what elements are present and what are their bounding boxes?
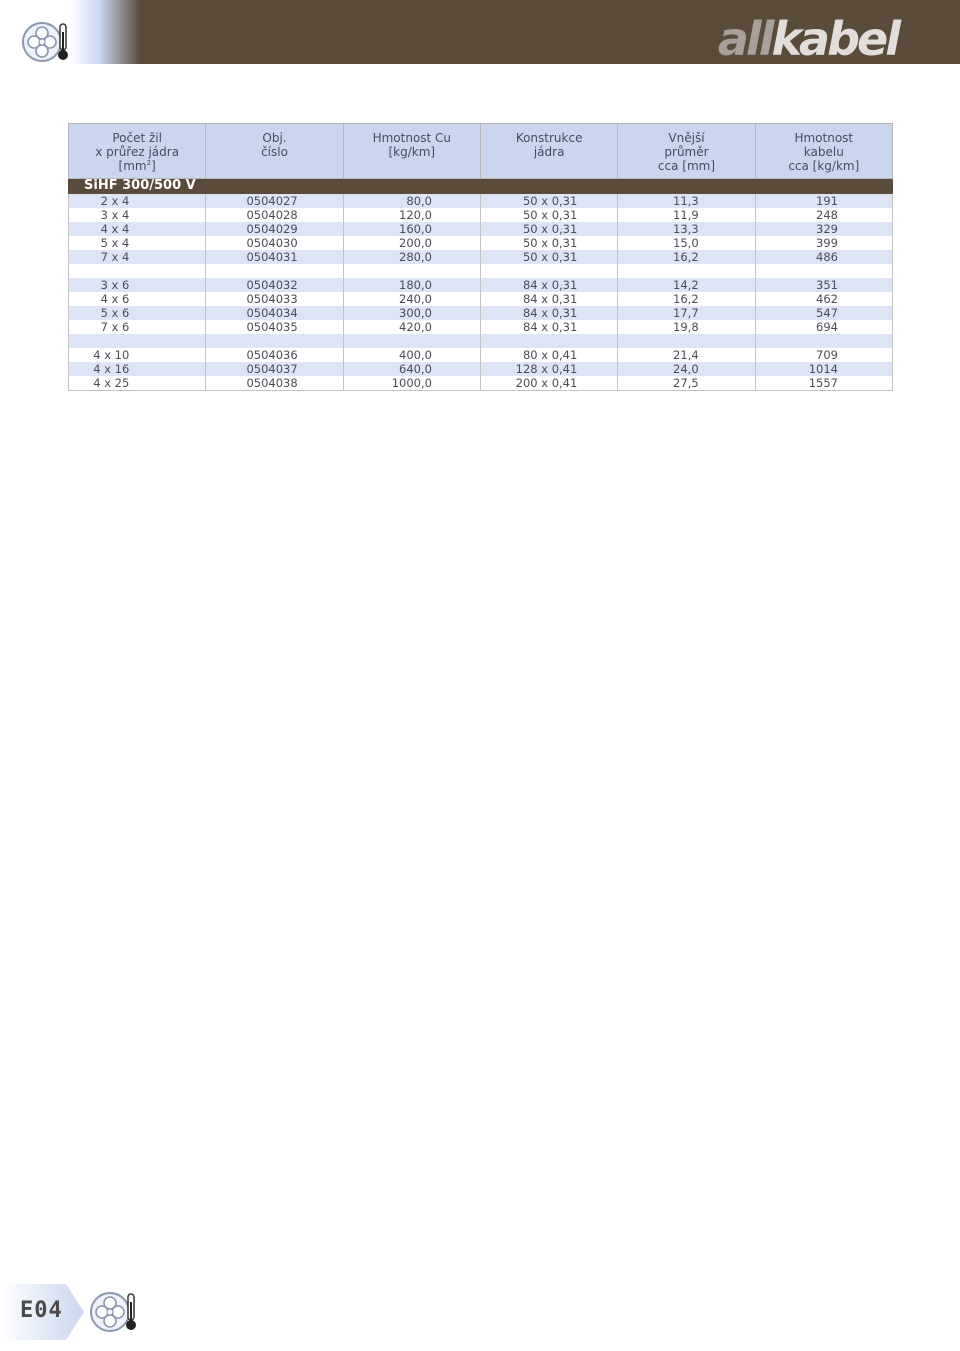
cell-cable-weight: 329 bbox=[755, 222, 892, 236]
cell-conductors: 4 x 10 bbox=[69, 348, 206, 362]
header-line: cca [mm] bbox=[657, 159, 716, 173]
table-row bbox=[69, 278, 893, 292]
cell-cable-weight: 1557 bbox=[755, 376, 892, 391]
spacer-cell bbox=[480, 264, 617, 278]
cell-copper-weight: 200,0 bbox=[343, 236, 480, 250]
cell-outer-diameter: 11,3 bbox=[618, 194, 755, 209]
cell-conductors: 3 x 4 bbox=[69, 208, 206, 222]
cell-copper-weight: 1000,0 bbox=[343, 376, 480, 391]
column-header-order-number bbox=[206, 124, 343, 179]
cell-copper-weight: 160,0 bbox=[343, 222, 480, 236]
cell-outer-diameter: 16,2 bbox=[618, 292, 755, 306]
header-line: kabelu bbox=[803, 145, 844, 159]
table-header-row bbox=[69, 124, 893, 179]
header-line: cca [kg/km] bbox=[788, 159, 860, 173]
cell-order-number: 0504037 bbox=[206, 362, 343, 376]
cell-order-number: 0504028 bbox=[206, 208, 343, 222]
header-band bbox=[0, 0, 960, 64]
brand-logo bbox=[718, 14, 898, 64]
header-line: Obj. bbox=[262, 131, 287, 145]
spacer-cell bbox=[206, 264, 343, 278]
cell-copper-weight: 300,0 bbox=[343, 306, 480, 320]
spacer-cell bbox=[206, 334, 343, 348]
cell-copper-weight: 420,0 bbox=[343, 320, 480, 334]
table-row bbox=[69, 362, 893, 376]
header-line: číslo bbox=[261, 145, 288, 159]
cell-core-construction: 84 x 0,31 bbox=[480, 292, 617, 306]
table-row bbox=[69, 320, 893, 334]
header-line: [kg/km] bbox=[388, 145, 436, 159]
cell-core-construction: 84 x 0,31 bbox=[480, 306, 617, 320]
column-header-cable-weight bbox=[755, 124, 892, 179]
header-line: Hmotnost Cu bbox=[372, 131, 452, 145]
cell-core-construction: 200 x 0,41 bbox=[480, 376, 617, 391]
spacer-cell bbox=[343, 334, 480, 348]
cell-order-number: 0504031 bbox=[206, 250, 343, 264]
cell-outer-diameter: 17,7 bbox=[618, 306, 755, 320]
spacer-cell bbox=[618, 264, 755, 278]
spacer-cell bbox=[755, 334, 892, 348]
cell-outer-diameter: 24,0 bbox=[618, 362, 755, 376]
cell-cable-weight: 191 bbox=[755, 194, 892, 209]
table-row bbox=[69, 376, 893, 391]
cell-conductors: 2 x 4 bbox=[69, 194, 206, 209]
header-line: Konstrukce bbox=[515, 131, 583, 145]
table-row bbox=[69, 306, 893, 320]
table-body bbox=[69, 179, 893, 391]
cell-conductors: 7 x 4 bbox=[69, 250, 206, 264]
cell-copper-weight: 180,0 bbox=[343, 278, 480, 292]
cell-copper-weight: 120,0 bbox=[343, 208, 480, 222]
cell-core-construction: 50 x 0,31 bbox=[480, 208, 617, 222]
cell-order-number: 0504033 bbox=[206, 292, 343, 306]
header-line: Vnější bbox=[668, 131, 705, 145]
cell-copper-weight: 80,0 bbox=[343, 194, 480, 209]
cell-outer-diameter: 16,2 bbox=[618, 250, 755, 264]
header-line: x průřez jádra bbox=[95, 145, 180, 159]
table-row bbox=[69, 194, 893, 209]
cell-core-construction: 128 x 0,41 bbox=[480, 362, 617, 376]
cell-cable-weight: 547 bbox=[755, 306, 892, 320]
cell-core-construction: 50 x 0,31 bbox=[480, 222, 617, 236]
table-row bbox=[69, 236, 893, 250]
cell-cable-weight: 399 bbox=[755, 236, 892, 250]
cell-core-construction: 80 x 0,41 bbox=[480, 348, 617, 362]
cell-conductors: 4 x 25 bbox=[69, 376, 206, 391]
cell-order-number: 0504034 bbox=[206, 306, 343, 320]
cell-outer-diameter: 15,0 bbox=[618, 236, 755, 250]
cell-core-construction: 50 x 0,31 bbox=[480, 236, 617, 250]
cell-outer-diameter: 27,5 bbox=[618, 376, 755, 391]
cell-copper-weight: 640,0 bbox=[343, 362, 480, 376]
spacer-cell bbox=[618, 334, 755, 348]
section-header-row bbox=[69, 179, 893, 194]
cable-spec-table bbox=[68, 123, 893, 391]
header-line: průměr bbox=[664, 145, 709, 159]
cell-core-construction: 50 x 0,31 bbox=[480, 194, 617, 209]
cell-outer-diameter: 14,2 bbox=[618, 278, 755, 292]
brand-logo-part-1: all bbox=[717, 12, 772, 66]
page-code: E04 bbox=[20, 1298, 63, 1323]
spacer-cell bbox=[343, 264, 480, 278]
cell-cable-weight: 709 bbox=[755, 348, 892, 362]
cell-conductors: 4 x 4 bbox=[69, 222, 206, 236]
cable-spec-table-container bbox=[68, 123, 892, 391]
column-header-copper-weight bbox=[343, 124, 480, 179]
cell-copper-weight: 280,0 bbox=[343, 250, 480, 264]
cable-cross-section-thermometer-icon bbox=[20, 18, 74, 64]
cell-cable-weight: 248 bbox=[755, 208, 892, 222]
cell-cable-weight: 1014 bbox=[755, 362, 892, 376]
header-line: jádra bbox=[533, 145, 565, 159]
cell-conductors: 4 x 16 bbox=[69, 362, 206, 376]
footer bbox=[0, 1282, 160, 1346]
spacer-cell bbox=[69, 264, 206, 278]
spacer-row bbox=[69, 264, 893, 278]
table-row bbox=[69, 348, 893, 362]
cell-core-construction: 84 x 0,31 bbox=[480, 278, 617, 292]
spacer-cell bbox=[69, 334, 206, 348]
spacer-cell bbox=[480, 334, 617, 348]
cell-conductors: 4 x 6 bbox=[69, 292, 206, 306]
table-row bbox=[69, 292, 893, 306]
table-row bbox=[69, 250, 893, 264]
cell-outer-diameter: 13,3 bbox=[618, 222, 755, 236]
section-title: SiHF 300/500 V bbox=[69, 179, 893, 194]
spacer-row bbox=[69, 334, 893, 348]
cell-order-number: 0504038 bbox=[206, 376, 343, 391]
cell-conductors: 3 x 6 bbox=[69, 278, 206, 292]
cell-conductors: 5 x 6 bbox=[69, 306, 206, 320]
cell-order-number: 0504027 bbox=[206, 194, 343, 209]
column-header-outer-diameter bbox=[618, 124, 755, 179]
cell-conductors: 7 x 6 bbox=[69, 320, 206, 334]
cell-copper-weight: 240,0 bbox=[343, 292, 480, 306]
cell-order-number: 0504032 bbox=[206, 278, 343, 292]
cell-order-number: 0504029 bbox=[206, 222, 343, 236]
cable-cross-section-thermometer-icon bbox=[88, 1288, 142, 1334]
header-line: Hmotnost bbox=[794, 131, 854, 145]
cell-conductors: 5 x 4 bbox=[69, 236, 206, 250]
column-header-core-construction bbox=[480, 124, 617, 179]
cell-outer-diameter: 21,4 bbox=[618, 348, 755, 362]
cell-order-number: 0504035 bbox=[206, 320, 343, 334]
table-row bbox=[69, 208, 893, 222]
cell-order-number: 0504036 bbox=[206, 348, 343, 362]
cell-cable-weight: 462 bbox=[755, 292, 892, 306]
cell-order-number: 0504030 bbox=[206, 236, 343, 250]
cell-core-construction: 84 x 0,31 bbox=[480, 320, 617, 334]
table-row bbox=[69, 222, 893, 236]
cell-cable-weight: 351 bbox=[755, 278, 892, 292]
cell-outer-diameter: 19,8 bbox=[618, 320, 755, 334]
cell-outer-diameter: 11,9 bbox=[618, 208, 755, 222]
spacer-cell bbox=[755, 264, 892, 278]
cell-cable-weight: 694 bbox=[755, 320, 892, 334]
header-line: Počet žil bbox=[112, 131, 162, 145]
cell-copper-weight: 400,0 bbox=[343, 348, 480, 362]
column-header-conductors bbox=[69, 124, 206, 179]
cell-cable-weight: 486 bbox=[755, 250, 892, 264]
brand-logo-part-2: kabel bbox=[771, 12, 898, 66]
header-line: $[mm^2]$ bbox=[118, 159, 156, 173]
cell-core-construction: 50 x 0,31 bbox=[480, 250, 617, 264]
